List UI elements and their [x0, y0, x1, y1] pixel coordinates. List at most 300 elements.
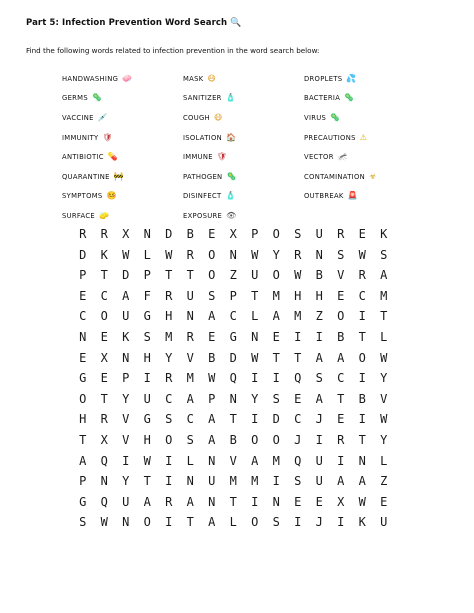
grid-letter[interactable]: O	[251, 515, 259, 530]
grid-letter[interactable]: N	[272, 494, 280, 509]
grid-letter[interactable]: W	[294, 268, 302, 283]
grid-letter[interactable]: N	[186, 309, 194, 324]
grid-letter[interactable]: E	[79, 350, 87, 365]
grid-letter[interactable]: V	[122, 412, 130, 427]
eye-icon: 👁	[226, 210, 237, 220]
grid-letter[interactable]: J	[315, 412, 323, 427]
grid-letter[interactable]: B	[208, 350, 216, 365]
grid-letter[interactable]: I	[315, 329, 323, 344]
grid-letter[interactable]: S	[337, 247, 345, 262]
grid-letter[interactable]: O	[272, 432, 280, 447]
word-label: GERMS	[62, 94, 88, 103]
grid-letter[interactable]: T	[186, 515, 194, 530]
grid-letter[interactable]: E	[337, 288, 345, 303]
grid-letter[interactable]: Q	[229, 371, 237, 386]
alarm-light-icon: 🚨	[347, 191, 358, 201]
droplets-icon: 💦	[346, 73, 357, 83]
grid-letter[interactable]: T	[358, 329, 366, 344]
grid-letter[interactable]: W	[122, 247, 130, 262]
word-label: COUGH	[183, 113, 210, 122]
grid-letter[interactable]: P	[79, 268, 87, 283]
grid-letter[interactable]: I	[358, 309, 366, 324]
grid-letter[interactable]: O	[100, 309, 108, 324]
grid-letter[interactable]: U	[251, 268, 259, 283]
grid-letter[interactable]: A	[208, 412, 216, 427]
grid-letter[interactable]: Y	[165, 350, 173, 365]
grid-letter[interactable]: O	[143, 515, 151, 530]
grid-letter[interactable]: H	[79, 412, 87, 427]
grid-letter[interactable]: Z	[315, 309, 323, 324]
grid-letter[interactable]: U	[315, 453, 323, 468]
grid-letter[interactable]: Z	[380, 474, 388, 489]
grid-letter[interactable]: T	[272, 350, 280, 365]
grid-letter[interactable]: A	[337, 350, 345, 365]
grid-letter[interactable]: V	[380, 391, 388, 406]
grid-letter[interactable]: O	[358, 350, 366, 365]
grid-letter[interactable]: U	[122, 309, 130, 324]
grid-letter[interactable]: T	[337, 391, 345, 406]
grid-letter[interactable]: H	[143, 432, 151, 447]
grid-letter[interactable]: H	[143, 350, 151, 365]
grid-letter[interactable]: S	[294, 227, 302, 241]
microbe-icon: 🦠	[330, 112, 341, 122]
grid-letter[interactable]: I	[251, 494, 259, 509]
grid-letter[interactable]: T	[186, 268, 194, 283]
grid-letter[interactable]: A	[315, 391, 323, 406]
grid-letter[interactable]: N	[208, 494, 216, 509]
grid-letter[interactable]: I	[165, 515, 173, 530]
word-label: PRECAUTIONS	[304, 133, 356, 142]
grid-letter[interactable]: I	[272, 474, 280, 489]
grid-letter[interactable]: C	[79, 309, 87, 324]
microbe-icon: 🦠	[91, 93, 103, 103]
grid-letter[interactable]: I	[337, 515, 345, 530]
soap-icon: 🧼	[122, 73, 133, 83]
magnifying-glass-icon: 🔍	[230, 18, 242, 28]
word-label: DROPLETS	[304, 74, 343, 83]
grid-letter[interactable]: R	[165, 288, 173, 303]
grid-letter[interactable]: S	[294, 474, 302, 489]
grid-letter[interactable]: M	[272, 288, 280, 303]
grid-letter[interactable]: P	[79, 474, 87, 489]
grid-letter[interactable]: E	[337, 412, 345, 427]
grid-letter[interactable]: T	[143, 474, 151, 489]
grid-letter[interactable]: I	[294, 329, 302, 344]
grid-letter[interactable]: A	[380, 268, 388, 283]
grid-letter[interactable]: N	[186, 474, 194, 489]
word-item	[62, 187, 183, 207]
instructions-text: Find the following words related to infection prevention in the word search below:	[26, 46, 320, 55]
grid-letter[interactable]: I	[165, 474, 173, 489]
grid-letter[interactable]: R	[337, 227, 345, 241]
grid-letter[interactable]: D	[122, 268, 130, 283]
word-item	[62, 167, 183, 187]
grid-letter[interactable]: N	[358, 453, 366, 468]
grid-letter[interactable]: F	[143, 288, 151, 303]
grid-letter[interactable]: I	[251, 371, 259, 386]
grid-letter[interactable]: D	[165, 227, 173, 241]
grid-letter[interactable]: U	[380, 515, 388, 530]
word-label: OUTBREAK	[304, 192, 344, 201]
grid-letter[interactable]: P	[122, 371, 130, 386]
grid-letter[interactable]: S	[165, 412, 173, 427]
grid-letter[interactable]: N	[229, 247, 237, 262]
grid-letter[interactable]: A	[186, 391, 194, 406]
grid-letter[interactable]: W	[251, 350, 259, 365]
word-label: MASK	[183, 74, 204, 83]
grid-letter[interactable]: S	[143, 329, 151, 344]
grid-letter[interactable]: U	[186, 288, 194, 303]
grid-letter[interactable]: N	[100, 474, 108, 489]
grid-letter[interactable]: Y	[380, 371, 388, 386]
grid-letter[interactable]: C	[186, 412, 194, 427]
grid-letter[interactable]: V	[229, 453, 237, 468]
grid-letter[interactable]: B	[186, 227, 194, 241]
page-title: Part 5: Infection Prevention Word Search	[26, 18, 228, 28]
word-label: QUARANTINE	[62, 172, 110, 181]
grid-letter[interactable]: E	[100, 329, 108, 344]
grid-letter[interactable]: O	[251, 432, 259, 447]
grid-letter[interactable]: R	[79, 227, 87, 241]
grid-letter[interactable]: I	[337, 453, 345, 468]
grid-letter[interactable]: P	[251, 227, 259, 241]
word-label: DISINFECT	[183, 192, 222, 201]
house-icon: 🏠	[226, 132, 237, 142]
grid-letter[interactable]: T	[100, 391, 108, 406]
grid-letter[interactable]: A	[208, 432, 216, 447]
grid-letter[interactable]: E	[294, 494, 302, 509]
grid-letter[interactable]: I	[358, 412, 366, 427]
grid-letter[interactable]: V	[337, 268, 345, 283]
letter-grid	[72, 224, 395, 533]
word-label: BACTERIA	[304, 94, 341, 103]
grid-letter[interactable]: W	[380, 350, 388, 365]
grid-letter[interactable]: M	[186, 371, 194, 386]
grid-letter[interactable]: X	[100, 350, 108, 365]
word-item	[183, 187, 304, 207]
grid-letter[interactable]: O	[272, 268, 280, 283]
grid-letter[interactable]: U	[315, 474, 323, 489]
grid-letter[interactable]: P	[143, 268, 151, 283]
grid-letter[interactable]: V	[122, 432, 130, 447]
pill-icon: 💊	[107, 152, 119, 162]
grid-letter[interactable]: R	[165, 494, 173, 509]
grid-letter[interactable]: R	[100, 412, 108, 427]
grid-letter[interactable]: A	[337, 474, 345, 489]
grid-letter[interactable]: Q	[294, 371, 302, 386]
grid-letter[interactable]: A	[79, 453, 87, 468]
grid-letter[interactable]: S	[79, 515, 87, 530]
grid-letter[interactable]: M	[251, 474, 259, 489]
grid-letter[interactable]: B	[229, 432, 237, 447]
word-item	[183, 167, 304, 187]
grid-letter[interactable]: W	[380, 412, 388, 427]
grid-letter[interactable]: A	[208, 309, 216, 324]
grid-letter[interactable]: W	[251, 247, 259, 262]
grid-letter[interactable]: B	[358, 391, 366, 406]
word-item	[183, 206, 304, 226]
biohazard-icon: ☣	[369, 171, 377, 181]
grid-letter[interactable]: R	[337, 432, 345, 447]
grid-letter[interactable]: Y	[380, 432, 388, 447]
grid-letter[interactable]: U	[315, 227, 323, 241]
word-label: IMMUNITY	[62, 133, 99, 142]
grid-letter[interactable]: K	[380, 227, 388, 241]
grid-letter[interactable]: M	[272, 453, 280, 468]
grid-letter[interactable]: A	[272, 309, 280, 324]
grid-letter[interactable]: C	[100, 288, 108, 303]
word-item	[183, 89, 304, 109]
grid-letter[interactable]: U	[122, 494, 130, 509]
word-item	[304, 147, 442, 167]
grid-letter[interactable]: Q	[100, 453, 108, 468]
grid-letter[interactable]: Y	[251, 391, 259, 406]
lotion-bottle-icon: 🧴	[225, 93, 236, 103]
sick-face-icon: 🤒	[106, 191, 117, 201]
grid-letter[interactable]: S	[272, 515, 280, 530]
grid-letter[interactable]: H	[165, 309, 173, 324]
grid-letter[interactable]: W	[208, 371, 216, 386]
word-item	[62, 128, 183, 148]
grid-letter[interactable]: N	[122, 350, 130, 365]
grid-letter[interactable]: W	[143, 453, 151, 468]
word-item	[304, 69, 442, 89]
grid-letter[interactable]: T	[79, 432, 87, 447]
grid-letter[interactable]: M	[380, 288, 388, 303]
word-label: PATHOGEN	[183, 172, 223, 181]
grid-letter[interactable]: L	[380, 453, 388, 468]
grid-letter[interactable]: O	[337, 309, 345, 324]
grid-letter[interactable]: C	[229, 309, 237, 324]
word-item	[304, 187, 442, 207]
grid-letter[interactable]: C	[337, 371, 345, 386]
grid-letter[interactable]: W	[100, 515, 108, 530]
word-item	[62, 108, 183, 128]
grid-letter[interactable]: P	[208, 391, 216, 406]
grid-letter[interactable]: E	[79, 288, 87, 303]
grid-letter[interactable]: L	[229, 515, 237, 530]
grid-letter[interactable]: W	[358, 494, 366, 509]
word-label: VIRUS	[304, 113, 327, 122]
grid-letter[interactable]: I	[143, 371, 151, 386]
word-label: CONTAMINATION	[304, 172, 366, 181]
grid-letter[interactable]: S	[272, 391, 280, 406]
grid-letter[interactable]: A	[186, 494, 194, 509]
grid-letter[interactable]: Y	[272, 247, 280, 262]
grid-letter[interactable]: K	[358, 515, 366, 530]
grid-letter[interactable]: R	[100, 227, 108, 241]
shield-icon: 🛡	[216, 152, 228, 162]
grid-letter[interactable]: T	[165, 268, 173, 283]
grid-letter[interactable]: G	[143, 309, 151, 324]
grid-letter[interactable]: W	[165, 247, 173, 262]
word-item	[183, 128, 304, 148]
word-item	[62, 206, 183, 226]
word-item	[183, 69, 304, 89]
word-item	[304, 128, 442, 148]
mask-face-icon: 😷	[207, 73, 217, 83]
grid-letter[interactable]: O	[272, 227, 280, 241]
grid-letter[interactable]: A	[251, 453, 259, 468]
word-item	[304, 108, 442, 128]
mask-face-icon: 😷	[213, 112, 223, 122]
grid-letter[interactable]: O	[79, 391, 87, 406]
grid-letter[interactable]: S	[315, 371, 323, 386]
grid-letter[interactable]: S	[208, 288, 216, 303]
warning-icon: ⚠	[359, 132, 368, 142]
grid-letter[interactable]: J	[294, 432, 302, 447]
grid-letter[interactable]: B	[315, 268, 323, 283]
grid-letter[interactable]: T	[100, 268, 108, 283]
grid-letter[interactable]: R	[186, 329, 194, 344]
grid-letter[interactable]: U	[143, 391, 151, 406]
grid-letter[interactable]: E	[380, 494, 388, 509]
grid-letter[interactable]: X	[337, 494, 345, 509]
grid-letter[interactable]: I	[272, 371, 280, 386]
word-label: SANITIZER	[183, 94, 222, 103]
word-label: IMMUNE	[183, 153, 213, 162]
word-label: ANTIBIOTIC	[62, 153, 104, 162]
grid-letter[interactable]: X	[100, 432, 108, 447]
grid-letter[interactable]: L	[186, 453, 194, 468]
grid-letter[interactable]: O	[208, 268, 216, 283]
word-list	[62, 69, 442, 226]
grid-letter[interactable]: G	[79, 494, 87, 509]
grid-letter[interactable]: T	[358, 432, 366, 447]
grid-letter[interactable]: A	[143, 494, 151, 509]
grid-letter[interactable]: T	[229, 494, 237, 509]
grid-letter[interactable]: T	[251, 288, 259, 303]
word-label: EXPOSURE	[183, 211, 223, 220]
grid-letter[interactable]: H	[294, 288, 302, 303]
grid-letter[interactable]: E	[315, 494, 323, 509]
grid-letter[interactable]: T	[380, 309, 388, 324]
grid-letter[interactable]: R	[186, 247, 194, 262]
grid-letter[interactable]: I	[251, 412, 259, 427]
mosquito-icon: 🦟	[337, 152, 348, 162]
grid-letter[interactable]: M	[165, 329, 173, 344]
grid-letter[interactable]: C	[165, 391, 173, 406]
microbe-icon: 🦠	[226, 171, 237, 181]
grid-letter[interactable]: U	[208, 474, 216, 489]
grid-letter[interactable]: D	[229, 350, 237, 365]
grid-letter[interactable]: K	[122, 329, 130, 344]
word-item	[62, 89, 183, 109]
spray-bottle-icon: 🧴	[225, 191, 236, 201]
grid-letter[interactable]: G	[229, 329, 237, 344]
grid-letter[interactable]: N	[143, 227, 151, 241]
grid-letter[interactable]: N	[122, 515, 130, 530]
grid-letter[interactable]: Q	[294, 453, 302, 468]
word-item	[62, 69, 183, 89]
word-label: HANDWASHING	[62, 74, 119, 83]
grid-letter[interactable]: N	[229, 391, 237, 406]
page-heading	[26, 18, 242, 28]
syringe-icon: 💉	[97, 112, 108, 122]
grid-letter[interactable]: R	[358, 268, 366, 283]
grid-letter[interactable]: B	[337, 329, 345, 344]
grid-letter[interactable]: P	[229, 288, 237, 303]
grid-letter[interactable]: M	[229, 474, 237, 489]
grid-letter[interactable]: C	[358, 288, 366, 303]
grid-letter[interactable]: E	[294, 391, 302, 406]
word-label: ISOLATION	[183, 133, 223, 142]
grid-letter[interactable]: L	[143, 247, 151, 262]
grid-letter[interactable]: E	[100, 371, 108, 386]
grid-letter[interactable]: A	[122, 288, 130, 303]
grid-letter[interactable]: A	[315, 350, 323, 365]
grid-letter[interactable]: I	[294, 515, 302, 530]
grid-letter[interactable]: Z	[229, 268, 237, 283]
grid-letter[interactable]: O	[165, 432, 173, 447]
grid-letter[interactable]: N	[251, 329, 259, 344]
grid-letter[interactable]: C	[294, 412, 302, 427]
grid-letter[interactable]: R	[165, 371, 173, 386]
grid-letter[interactable]: E	[208, 329, 216, 344]
grid-letter[interactable]: D	[79, 247, 87, 262]
grid-letter[interactable]: N	[315, 247, 323, 262]
word-label: SYMPTOMS	[62, 192, 103, 201]
grid-letter[interactable]: D	[272, 412, 280, 427]
grid-letter[interactable]: A	[208, 515, 216, 530]
grid-letter[interactable]: I	[358, 371, 366, 386]
grid-letter[interactable]: E	[208, 227, 216, 241]
grid-letter[interactable]: T	[229, 412, 237, 427]
grid-letter[interactable]: M	[294, 309, 302, 324]
grid-letter[interactable]: I	[165, 453, 173, 468]
grid-letter[interactable]: G	[79, 371, 87, 386]
grid-letter[interactable]: K	[100, 247, 108, 262]
word-item	[62, 147, 183, 167]
sponge-icon: 🧽	[98, 210, 110, 220]
word-label: VACCINE	[62, 113, 94, 122]
word-item	[183, 108, 304, 128]
grid-letter[interactable]: I	[315, 432, 323, 447]
grid-letter[interactable]: G	[143, 412, 151, 427]
grid-letter[interactable]: L	[251, 309, 259, 324]
microbe-icon: 🦠	[344, 93, 355, 103]
grid-letter[interactable]: O	[208, 247, 216, 262]
grid-letter[interactable]: L	[380, 329, 388, 344]
grid-letter[interactable]: S	[380, 247, 388, 262]
grid-letter[interactable]: J	[315, 515, 323, 530]
word-item	[304, 89, 442, 109]
grid-letter[interactable]: Y	[122, 391, 130, 406]
grid-letter[interactable]: N	[208, 453, 216, 468]
grid-letter[interactable]: R	[294, 247, 302, 262]
grid-letter[interactable]: Q	[100, 494, 108, 509]
grid-letter[interactable]: W	[358, 247, 366, 262]
grid-letter[interactable]: E	[272, 329, 280, 344]
word-item	[183, 147, 304, 167]
word-label: SURFACE	[62, 211, 95, 220]
grid-letter[interactable]: N	[79, 329, 87, 344]
grid-letter[interactable]: I	[122, 453, 130, 468]
grid-letter[interactable]: E	[358, 227, 366, 241]
grid-letter[interactable]: S	[186, 432, 194, 447]
word-item	[304, 167, 442, 187]
grid-letter[interactable]: T	[294, 350, 302, 365]
word-label: VECTOR	[304, 153, 334, 162]
shield-icon: 🛡	[102, 132, 113, 142]
grid-letter[interactable]: X	[229, 227, 237, 241]
grid-letter[interactable]: X	[122, 227, 130, 241]
grid-letter[interactable]: V	[186, 350, 194, 365]
grid-letter[interactable]: H	[315, 288, 323, 303]
barrier-icon: 🚧	[113, 171, 124, 181]
grid-letter[interactable]: Y	[122, 474, 130, 489]
grid-letter[interactable]: A	[358, 474, 366, 489]
